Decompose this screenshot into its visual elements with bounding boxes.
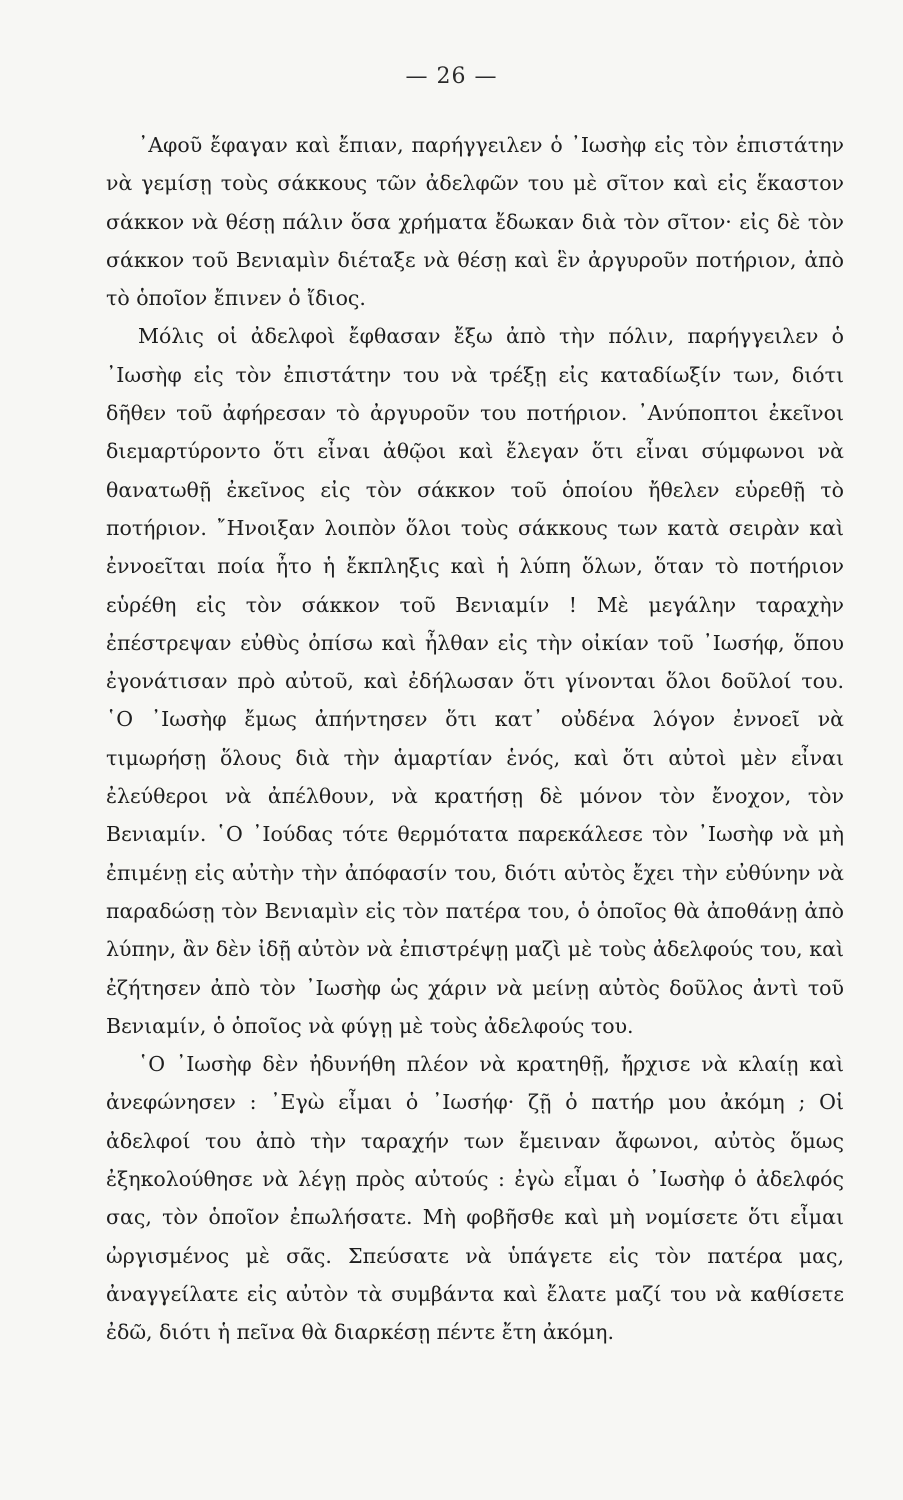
paragraph-3: ῾Ο ᾿Ιωσὴφ δὲν ἠδυνήθη πλέον νὰ κρατηθῇ, ἤρχισε νὰ κλαίῃ καὶ ἀνεφώνησεν : ᾿Εγὼ εἶμαι ὁ ᾿Ιωσήφ· ζῇ ὁ πατήρ μου ἀκόμη ; Οἱ ἀδελφοί του ἀπὸ τὴν ταραχήν των ἔμειναν ἄφωνοι, αὐτὸς ὅμως ἐξηκολούθησε νὰ λέγῃ πρὸς αὐτούς : ἐγὼ εἶμαι ὁ ᾿Ιωσὴφ ὁ ἀδελφός σας, τὸν ὁποῖον ἐπωλήσατε. Μὴ φοβῆσθε καὶ μὴ νομίσετε ὅτι εἶμαι ὠργισμένος μὲ σᾶς. Σπεύσατε νὰ ὑπάγετε εἰς τὸν πατέρα μας, ἀναγγείλατε εἰς αὐτὸν τὰ συμβάντα καὶ ἔλατε μαζί του νὰ καθίσετε ἐδῶ, διότι ἡ πεῖνα θὰ διαρκέσῃ πέντε ἔτη ἀκόμη. (106, 1052, 844, 1345)
page-number: — 26 — (405, 64, 498, 89)
paragraph-2: Μόλις οἱ ἀδελφοὶ ἔφθασαν ἔξω ἀπὸ τὴν πόλιν, παρήγγειλεν ὁ ᾿Ιωσὴφ εἰς τὸν ἐπιστάτην του νὰ τρέξῃ εἰς καταδίωξίν των, διότι δῆθεν τοῦ ἀφήρεσαν τὸ ἀργυροῦν του ποτήριον. ᾿Ανύποπτοι ἐκεῖνοι διεμαρτύροντο ὅτι εἶναι ἀθῷοι καὶ ἔλεγαν ὅτι εἶναι σύμφωνοι νὰ θανατωθῇ ἐκεῖνος εἰς τὸν σάκκον τοῦ ὁποίου ἤθελεν εὑρεθῇ τὸ ποτήριον. ῎Ηνοιξαν λοιπὸν ὅλοι τοὺς σάκκους των κατὰ σειρὰν καὶ ἐννοεῖται ποία ἦτο ἡ ἔκπληξις καὶ ἡ λύπη ὅλων, ὅταν τὸ ποτήριον εὑρέθη εἰς τὸν σάκκον τοῦ Βενιαμίν ! Μὲ μεγάλην ταραχὴν ἐπέστρεψαν εὐθὺς ὀπίσω καὶ ἦλθαν εἰς τὴν οἰκίαν τοῦ ᾿Ιωσήφ, ὅπου ἐγονάτισαν πρὸ αὐτοῦ, καὶ ἐδήλωσαν ὅτι γίνονται ὅλοι δοῦλοί του. ῾Ο ᾿Ιωσὴφ ἔμως ἀπήντησεν ὅτι κατ᾿ οὐδένα λόγον ἐννοεῖ νὰ τιμωρήσῃ ὅλους διὰ τὴν ἁμαρτίαν ἑνός, καὶ ὅτι αὐτοὶ μὲν εἶναι ἐλεύθεροι νὰ ἀπέλθουν, νὰ κρατήσῃ δὲ μόνον τὸν ἔνοχον, τὸν Βενιαμίν. ῾Ο ᾿Ιούδας τότε θερμότατα παρεκάλεσε τὸν ᾿Ιωσὴφ νὰ μὴ ἐπιμένῃ εἰς αὐτὴν τὴν ἀπόφασίν του, διότι αὐτὸς ἔχει τὴν εὐθύνην νὰ παραδώσῃ τὸν Βενιαμὶν εἰς τὸν πατέρα του, ὁ ὁποῖος θὰ ἀποθάνῃ ἀπὸ λύπην, ἂν δὲν ἰδῇ αὐτὸν νὰ ἐπιστρέψῃ μαζὶ μὲ τοὺς ἀδελφούς του, καὶ ἐζήτησεν ἀπὸ τὸν ᾿Ιωσὴφ ὡς χάριν νὰ μείνῃ αὐτὸς δοῦλος ἀντὶ τοῦ Βενιαμίν, ὁ ὁποῖος νὰ φύγῃ μὲ τοὺς ἀδελφούς του. (106, 324, 844, 1038)
paragraph-1: ᾿Αφοῦ ἔφαγαν καὶ ἔπιαν, παρήγγειλεν ὁ ᾿Ιωσὴφ εἰς τὸν ἐπιστάτην νὰ γεμίσῃ τοὺς σάκκους τῶν ἀδελφῶν του μὲ σῖτον καὶ εἰς ἕκαστον σάκκον νὰ θέσῃ πάλιν ὅσα χρήματα ἔδωκαν διὰ τὸν σῖτον· εἰς δὲ τὸν σάκκον τοῦ Βενιαμὶν διέταξε νὰ θέσῃ καὶ ἓν ἀργυροῦν ποτήριον, ἀπὸ τὸ ὁποῖον ἔπινεν ὁ ἴδιος. (106, 133, 844, 311)
page-body (106, 126, 844, 1352)
